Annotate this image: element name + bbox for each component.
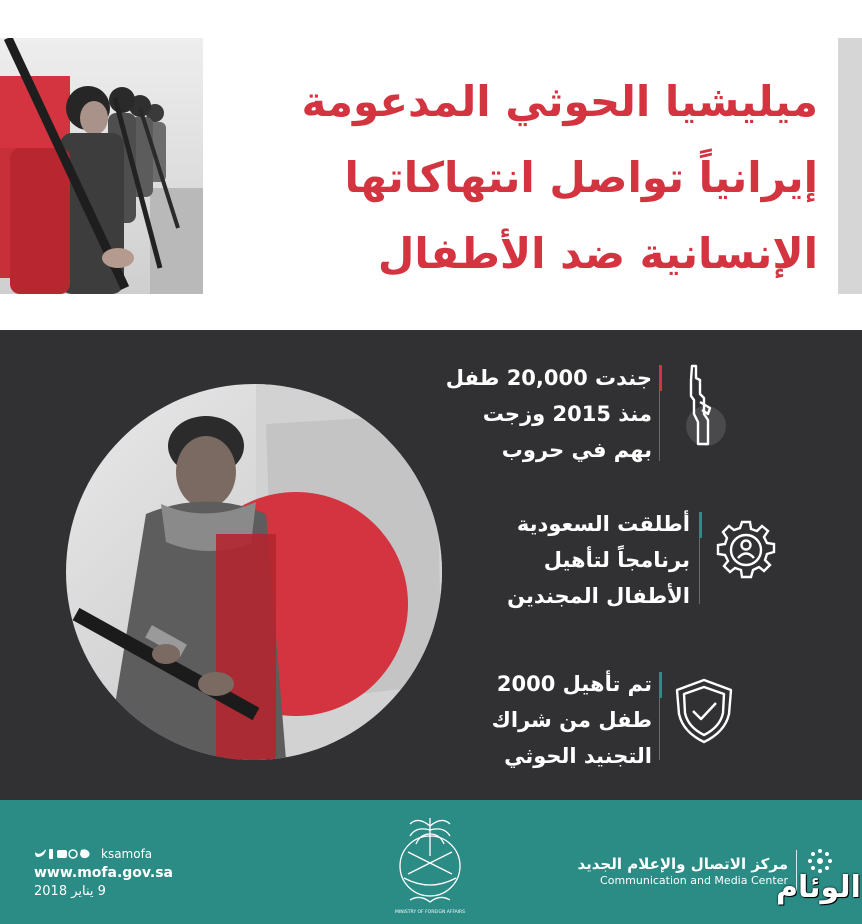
social-links	[34, 847, 152, 861]
top-section	[0, 0, 862, 330]
social-handle[interactable]: ksamofa	[101, 847, 153, 861]
fact-3-line-3: التجنيد الحوثي	[504, 744, 652, 768]
svg-text:MINISTRY OF FOREIGN AFFAIRS: MINISTRY OF FOREIGN AFFAIRS	[394, 910, 466, 915]
fact-rehabilitated-children	[402, 666, 652, 774]
fact-3-line-2: طفل من شراك	[491, 708, 652, 732]
facts-section	[0, 330, 862, 800]
headline-line-3: الإنسانية ضد الأطفال	[377, 229, 818, 278]
fact-1-accent	[659, 365, 662, 391]
fact-2-line-1: أطلقت السعودية	[516, 512, 690, 536]
publish-date: 9 يناير 2018	[34, 884, 106, 899]
rifle-icon	[678, 364, 728, 450]
shield-check-icon	[673, 678, 735, 744]
fact-1-line-3: بهم في حروب	[501, 438, 652, 462]
fact-3-divider	[659, 698, 660, 760]
center-name-english: Communication and Media Center	[600, 874, 788, 887]
decorative-bar	[838, 38, 862, 294]
website-link[interactable]: www.mofa.gov.sa	[34, 865, 174, 881]
headline-line-1: ميليشيا الحوثي المدعومة	[301, 77, 818, 126]
headline-line-2: إيرانياً تواصل انتهاكاتها	[344, 153, 818, 202]
fact-3-line-1: تم تأهيل 2000	[496, 672, 652, 696]
social-icons[interactable]	[34, 848, 94, 860]
fact-recruited-children	[402, 360, 652, 468]
child-soldiers-photo	[0, 38, 203, 294]
boy-with-rifle-photo	[66, 384, 442, 760]
fact-1-line-2: منذ 2015 وزجت	[482, 402, 652, 426]
fact-2-line-3: الأطفال المجندين	[507, 584, 690, 608]
fact-2-accent	[699, 512, 702, 538]
watermark-logo: الوئام	[776, 870, 861, 905]
gear-person-icon	[712, 518, 780, 586]
headline	[238, 64, 818, 292]
fact-rehab-program	[402, 506, 690, 614]
fact-1-divider	[659, 391, 660, 461]
center-name-arabic: مركز الاتصال والإعلام الجديد	[577, 855, 788, 873]
fact-3-accent	[659, 672, 662, 698]
fact-2-divider	[699, 538, 700, 604]
fact-1-line-1: جندت 20,000 طفل	[445, 366, 652, 390]
fact-2-line-2: برنامجاً لتأهيل	[543, 548, 690, 572]
ministry-emblem	[380, 812, 480, 920]
